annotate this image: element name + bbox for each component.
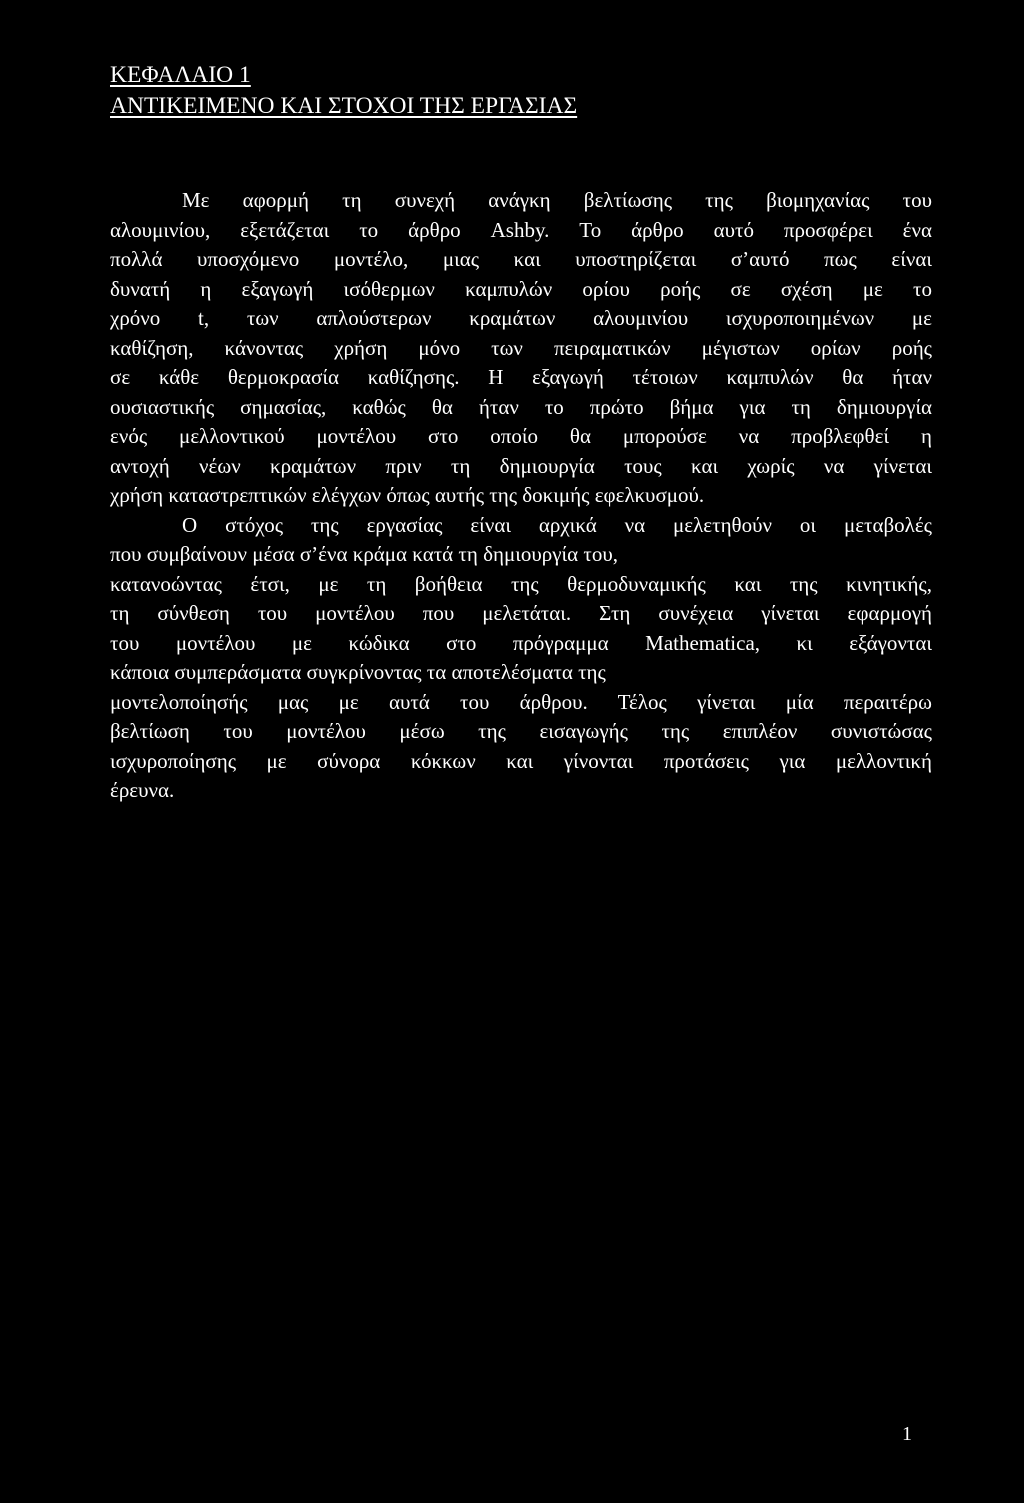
text-line: Ο στόχος της εργασίας είναι αρχικά να μελετηθούν οι μεταβολές xyxy=(182,512,932,537)
page-number: 1 xyxy=(902,1423,912,1445)
text-line: τη σύνθεση του μοντέλου που μελετάται. Στη συνέχεια γίνεται εφαρμογή xyxy=(110,601,932,625)
text-line: πολλά υποσχόμενο μοντέλο, μιας και υποστηρίζεται σ’αυτό πως είναι xyxy=(110,247,932,271)
text-line: δυνατή η εξαγωγή ισόθερμων καμπυλών ορίου ροής σε σχέση με το xyxy=(110,276,932,301)
body-text xyxy=(110,186,932,806)
text-line: βελτίωση του μοντέλου μέσω της εισαγωγής της επιπλέον συνιστώσας xyxy=(110,719,932,743)
text-line: χρήση καταστρεπτικών ελέγχων όπως αυτής της δοκιμής εφελκυσμού. xyxy=(110,483,705,507)
text-line: ενός μελλοντικού μοντέλου στο οποίο θα μπορούσε να προβλεφθεί η xyxy=(110,424,932,448)
text-line: αλουμινίου, εξετάζεται το άρθρο Ashby. Το άρθρο αυτό προσφέρει ένα xyxy=(110,217,932,242)
text-line: έρευνα. xyxy=(110,778,175,802)
text-line: που συμβαίνουν μέσα σ’ένα κράμα κατά τη δημιουργία του, xyxy=(110,542,618,566)
text-line: του μοντέλου με κώδικα στο πρόγραμμα Mathematica, κι εξάγονται xyxy=(110,630,932,655)
text-line: χρόνο t, των απλούστερων κραμάτων αλουμινίου ισχυροποιημένων με xyxy=(110,306,932,330)
chapter-label: ΚΕΦΑΛΑΙΟ 1 xyxy=(110,62,251,88)
chapter-heading xyxy=(110,60,930,122)
chapter-title: ΑΝΤΙΚΕΙΜΕΝΟ ΚΑΙ ΣΤΟΧΟΙ ΤΗΣ ΕΡΓΑΣΙΑΣ xyxy=(110,93,578,119)
text-line: κάποια συμπεράσματα συγκρίνοντας τα αποτελέσματα της xyxy=(110,660,606,684)
text-line: σε κάθε θερμοκρασία καθίζησης. Η εξαγωγή τέτοιων καμπυλών θα ήταν xyxy=(110,365,932,389)
text-line: ουσιαστικής σημασίας, καθώς θα ήταν το πρώτο βήμα για τη δημιουργία xyxy=(110,394,932,419)
text-line: κατανοώντας έτσι, με τη βοήθεια της θερμοδυναμικής και της κινητικής, xyxy=(110,571,932,596)
text-line: Με αφορμή τη συνεχή ανάγκη βελτίωσης της βιομηχανίας του xyxy=(182,188,932,212)
text-line: αντοχή νέων κραμάτων πριν τη δημιουργία τους και χωρίς να γίνεται xyxy=(110,453,932,478)
text-line: μοντελοποίησής μας με αυτά του άρθρου. Τέλος γίνεται μία περαιτέρω xyxy=(110,689,932,714)
text-line: ισχυροποίησης με σύνορα κόκκων και γίνονται προτάσεις για μελλοντική xyxy=(110,748,932,773)
text-line: καθίζηση, κάνοντας χρήση μόνο των πειραματικών μέγιστων ορίων ροής xyxy=(110,335,932,360)
